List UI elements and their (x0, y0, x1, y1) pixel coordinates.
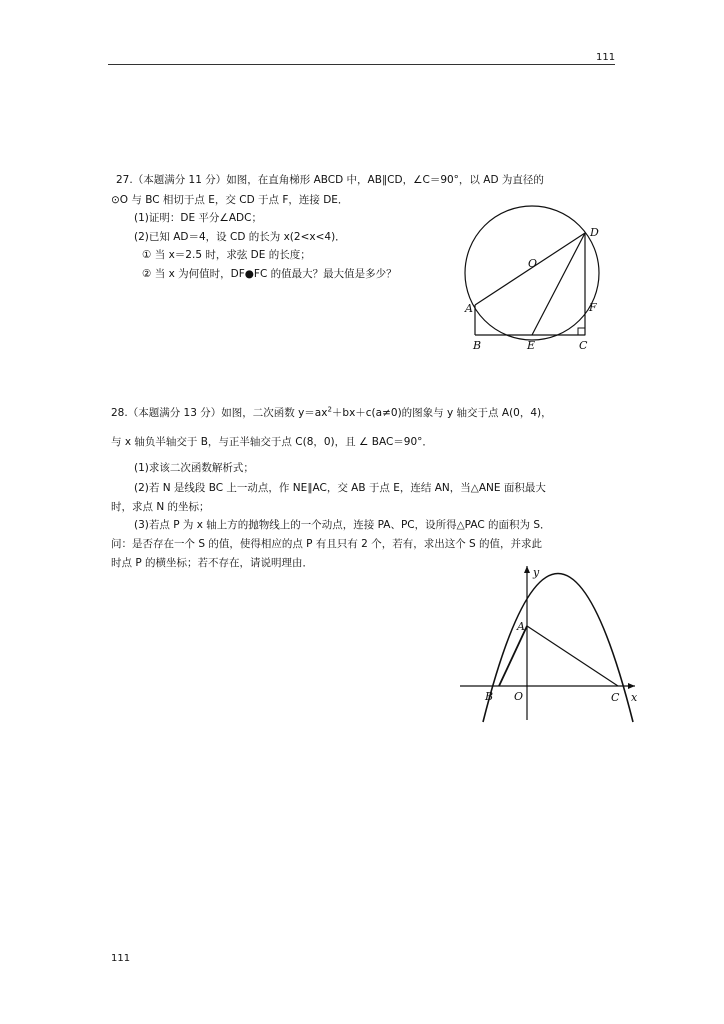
q27-label-f: F (589, 301, 597, 314)
q27-sub2: ② 当 x 为何值时，DF●FC 的值最大？最大值是多少？ (142, 268, 397, 280)
q27-part1: (1)证明：DE 平分∠ADC； (134, 212, 262, 224)
footer-page-number: 111 (111, 953, 131, 964)
q27-chord-de (532, 233, 585, 335)
q28-label-y: y (533, 566, 540, 579)
q27-label-e: E (527, 339, 536, 352)
q28-label-o: O (514, 690, 524, 703)
q28-line2: 与 x 轴负半轴交于 B，与正半轴交于点 C(8，0)，且 ∠ BAC＝90°． (111, 436, 433, 448)
q28-part1: (1)求该二次函数解析式； (134, 462, 254, 474)
q28-part3b: 问：是否存在一个 S 的值，使得相应的点 P 有且只有 2 个，若有，求出这个 S 的值，并求此 (111, 538, 543, 550)
q28-line1-sup: 2 (327, 405, 332, 414)
q28-part2b: 时，求点 N 的坐标； (111, 501, 210, 513)
q27-label-o: O (528, 257, 538, 270)
q27-circle (465, 206, 599, 340)
header-page-number: 111 (596, 52, 616, 63)
q27-sub1: ① 当 x＝2.5 时，求弦 DE 的长度； (142, 249, 311, 261)
q28-line1 (111, 406, 552, 421)
q27-part2: (2)已知 AD＝4，设 CD 的长为 x(2<x<4)． (134, 231, 346, 243)
q28-segment-ab (499, 626, 527, 686)
q28-x-arrow (628, 683, 635, 689)
q28-y-arrow (524, 566, 530, 573)
q27-label-a: A (465, 302, 473, 315)
q28-label-x: x (631, 691, 638, 704)
q28-label-b: B (485, 690, 494, 703)
q27-label-d: D (590, 226, 599, 239)
q28-segment-ac (527, 626, 618, 686)
q28-line1-a: 28.（本题满分 13 分）如图，二次函数 y＝ax (111, 407, 328, 419)
q28-part3c: 时点 P 的横坐标；若不存在，请说明理由． (111, 557, 314, 569)
q27-right-angle-mark (578, 328, 585, 335)
q28-part2a: (2)若 N 是线段 BC 上一动点，作 NE∥AC，交 AB 于点 E，连结 AN，当△ANE 面积最大 (134, 482, 546, 494)
q27-line1: 27.（本题满分 11 分）如图，在直角梯形 ABCD 中，AB∥CD，∠C＝90°，以 AD 为直径的 (116, 174, 544, 186)
q27-label-b: B (473, 339, 482, 352)
q27-label-c: C (579, 339, 588, 352)
q27-figure (455, 205, 610, 355)
header-rule (108, 64, 615, 65)
q28-label-c: C (611, 691, 620, 704)
q28-line1-b: ＋bx＋c(a≠0)的图象与 y 轴交于点 A(0，4)， (331, 407, 552, 419)
q27-line2: ⊙O 与 BC 相切于点 E，交 CD 于点 F，连接 DE． (111, 194, 349, 206)
q28-part3a: (3)若点 P 为 x 轴上方的抛物线上的一个动点，连接 PA、PC，设所得△PAC 的面积为 S． (134, 519, 551, 531)
q28-label-a: A (517, 620, 525, 633)
q28-figure (455, 560, 645, 730)
